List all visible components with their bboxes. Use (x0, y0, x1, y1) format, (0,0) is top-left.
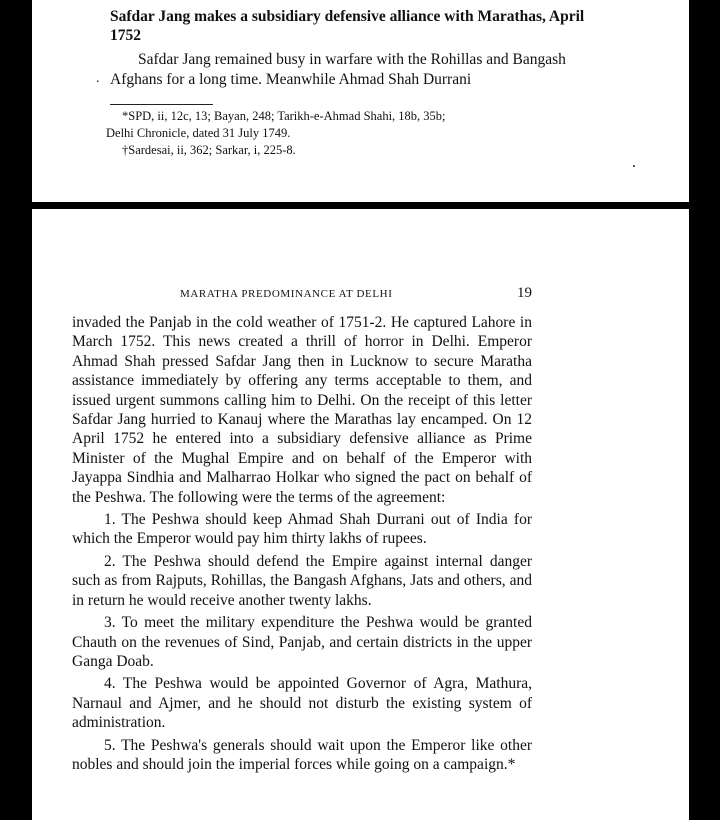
body-paragraph: invaded the Panjab in the cold weather of 1751-2. He captured Lahore in March 1752. This news created a thrill of horror in Delhi. Emperor Ahmad Shah pressed Safdar Jang then in Lucknow to secure Maratha assistance immediately by offering any terms acceptable to them, and issued urgent summons calling him to Delhi. On the receipt of this letter Safdar Jang hurried to Kanauj where the Marathas lay encamped. On 12 April 1752 he entered into a subsidiary defensive alliance as Prime Minister of the Mughal Empire and on behalf of the Emperor with Jayappa Sindhia and Malharrao Holkar who signed the pact on behalf of the Peshwa. The following were the terms of the agreement: (72, 314, 532, 506)
page-number: 19 (517, 285, 532, 301)
footnote-2: †Sardesai, ii, 362; Sarkar, i, 225-8. (122, 143, 296, 157)
body-text (72, 313, 532, 774)
section-heading: Safdar Jang makes a subsidiary defensive alliance with Marathas, April 1752 (110, 8, 585, 44)
term-5: 5. The Peshwa's generals should wait upon the Emperor like other nobles and should join the imperial forces while going on a campaign.* (72, 736, 532, 773)
stray-mark: . (96, 71, 100, 86)
term-3: 3. To meet the military expenditure the Peshwa would be granted Chauth on the revenues of Sind, Panjab, and certain districts in the upper Ganga Doab. (72, 614, 532, 670)
top-paragraph-text: Safdar Jang remained busy in warfare with the Rohillas and Bangash Afghans for a long time. Meanwhile Ahmad Shah Durrani (110, 51, 566, 88)
speck (633, 165, 635, 167)
footnote-1-continued: Delhi Chronicle, dated 31 July 1749. (106, 126, 291, 140)
bottom-page (32, 209, 689, 820)
running-head (180, 285, 532, 302)
top-paragraph (110, 50, 610, 90)
running-title: MARATHA PREDOMINANCE AT DELHI (180, 288, 393, 300)
top-page (32, 0, 689, 202)
term-2: 2. The Peshwa should defend the Empire against internal danger such as from Rajputs, Rohillas, the Bangash Afghans, Jats and others, and in return he would receive another twenty lakhs. (72, 552, 532, 609)
footnote-rule (110, 104, 213, 105)
footnote-1: *SPD, ii, 12c, 13; Bayan, 248; Tarikh-e-Ahmad Shahi, 18b, 35b; (122, 109, 446, 123)
footnotes (106, 108, 608, 159)
term-4: 4. The Peshwa would be appointed Governor of Agra, Mathura, Narnaul and Ajmer, and he should not disturb the existing system of administration. (72, 675, 532, 732)
term-1: 1. The Peshwa should keep Ahmad Shah Durrani out of India for which the Emperor would pay him thirty lakhs of rupees. (72, 511, 532, 548)
